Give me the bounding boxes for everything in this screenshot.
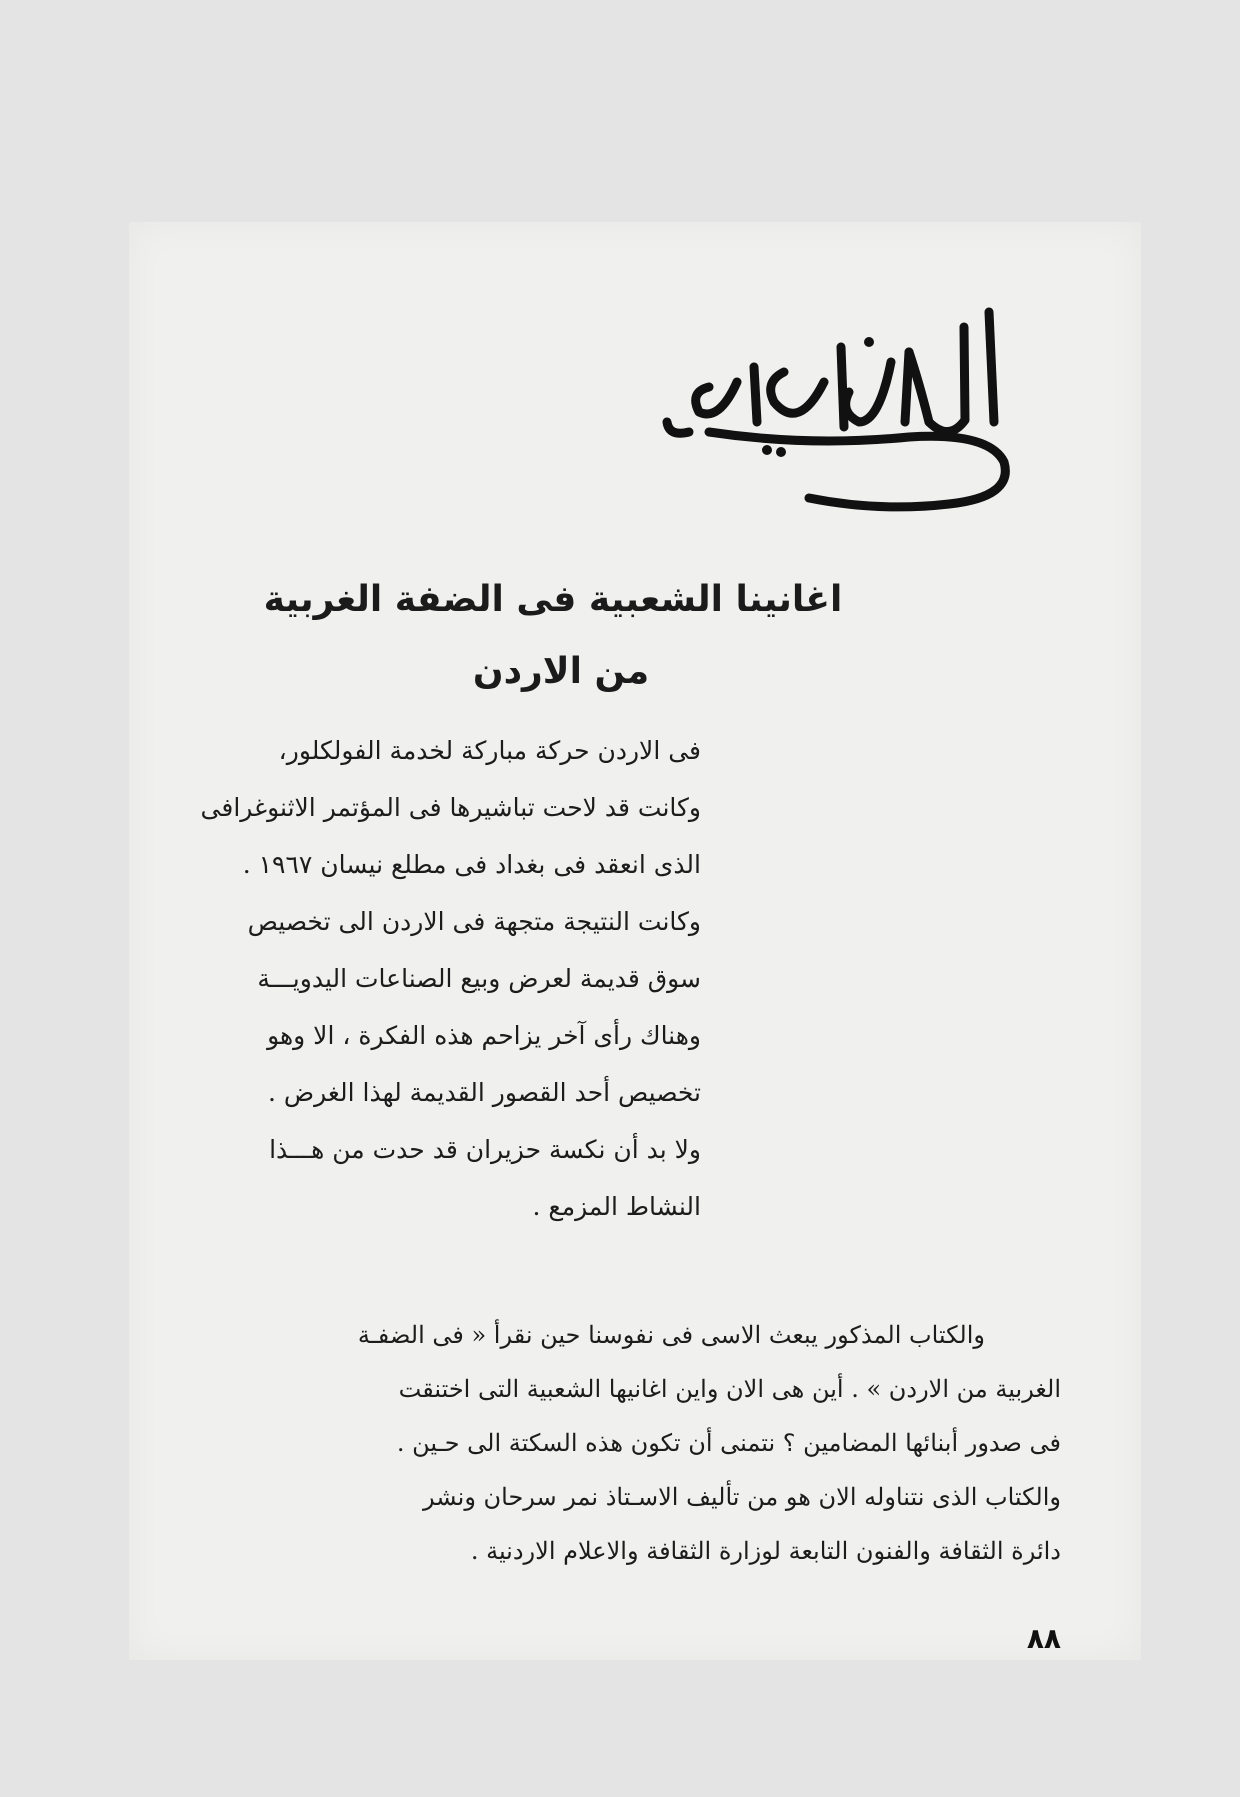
column-line: النشاط المزمع . (532, 1192, 701, 1221)
column-line: سوق قديمة لعرض وبيع الصناعات اليدويـــة (257, 964, 701, 993)
column-line: فى الاردن حركة مباركة لخدمة الفولكلور، (278, 736, 701, 765)
column-line: الذى انعقد فى بغداد فى مطلع نيسان ١٩٦٧ . (242, 850, 701, 879)
calligraphy-logo-icon (609, 272, 1029, 512)
paragraph-line: والكتاب المذكور يبعث الاسى فى نفوسنا حين نقرأ « فى الضفـة (357, 1321, 985, 1349)
paragraph-line: دائرة الثقافة والفنون التابعة لوزارة الثقافة والاعلام الاردنية . (470, 1537, 1061, 1565)
column-line: تخصيص أحد القصور القديمة لهذا الغرض . (268, 1078, 701, 1107)
paragraph-line: والكتاب الذى نتناوله الان هو من تأليف الاسـتاذ نمر سرحان ونشر (422, 1483, 1061, 1511)
article-headline-line2: من الاردن (472, 651, 650, 692)
article-column (171, 722, 701, 1235)
page-number: ٨٨ (1026, 1622, 1061, 1655)
column-line: وكانت النتيجة متجهة فى الاردن الى تخصيص (247, 907, 701, 936)
paragraph-line: الغربية من الاردن » . أين هى الان واين اغانيها الشعبية التى اختنقت (398, 1375, 1061, 1403)
column-line: ولا بد أن نكسة حزيران قد حدت من هـــذا (269, 1135, 701, 1164)
document-page (129, 222, 1141, 1660)
column-line: وكانت قد لاحت تباشيرها فى المؤتمر الاثنوغرافى (200, 793, 701, 822)
article-lower-paragraph (259, 1308, 1061, 1578)
paragraph-line: فى صدور أبنائها المضامين ؟ نتمنى أن تكون هذه السكتة الى حـين . (396, 1429, 1061, 1457)
column-line: وهناك رأى آخر يزاحم هذه الفكرة ، الا وهو (267, 1021, 701, 1050)
article-headline-line1: اغانينا الشعبية فى الضفة الغربية (263, 579, 843, 620)
calligraphy-logo (609, 272, 1029, 512)
